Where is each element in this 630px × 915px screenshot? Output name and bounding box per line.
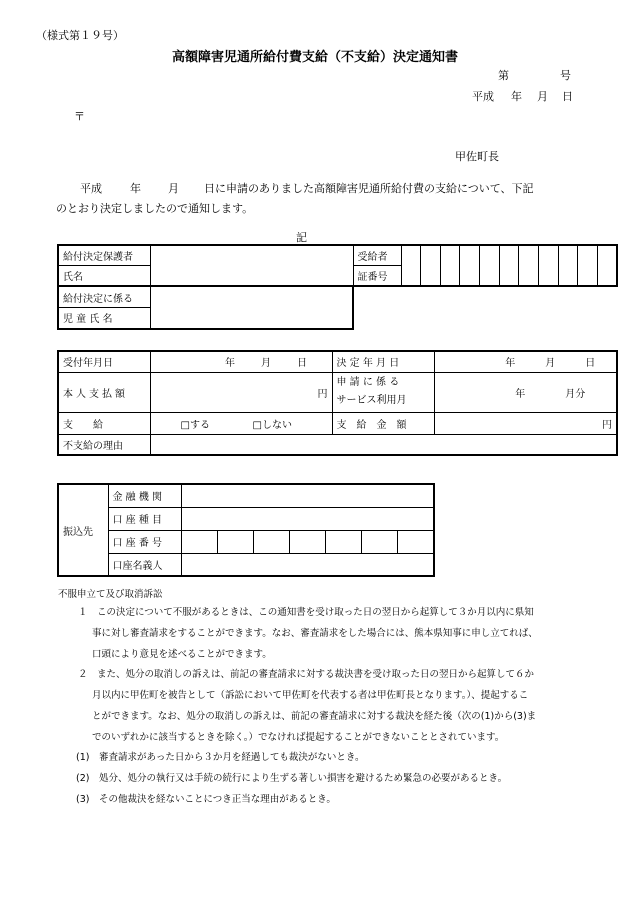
decision-month: 月 — [545, 358, 556, 370]
account-digit[interactable] — [326, 530, 362, 553]
transfer-table — [57, 483, 435, 577]
note-line: 事に対し審査請求をすることができます。なお、審査請求をした場合には、熊本県知事に申し立てれば、 — [92, 628, 538, 639]
account-digit[interactable] — [398, 530, 434, 553]
payment-no-checkbox[interactable]: □しない — [252, 419, 292, 431]
guardian-name-cell[interactable] — [150, 245, 353, 286]
decision-year: 年 — [505, 358, 516, 370]
amount-label: 支 給 金 額 — [332, 412, 434, 434]
service-month-label-1: 申 請 に 係 る — [336, 377, 400, 388]
account-digit[interactable] — [362, 530, 398, 553]
bank-value[interactable] — [181, 484, 434, 507]
form-number: （様式第１９号） — [36, 29, 124, 42]
receipt-date-value[interactable] — [150, 351, 332, 372]
note-line: とができます。なお、処分の取消しの訴えは、前記の審査請求に対する裁決を経た後（次の(1)から(3)ま — [92, 711, 537, 722]
doc-number-dai: 第 — [498, 69, 509, 82]
body-era: 平成 — [80, 182, 102, 195]
postal-mark: 〒 — [74, 110, 85, 123]
recipient-label-2: 証番号 — [353, 265, 401, 286]
recipient-digit[interactable] — [578, 245, 598, 286]
guardian-label-2: 氏名 — [58, 265, 150, 286]
amount-value[interactable] — [434, 412, 617, 434]
child-label-2: 児 童 氏 名 — [58, 308, 150, 329]
recipient-digit[interactable] — [538, 245, 558, 286]
body-line1: 日に申請のありました高額障害児通所給付費の支給について、下記 — [204, 182, 534, 195]
recipient-table — [57, 244, 618, 287]
date-year: 年 — [511, 90, 522, 103]
account-holder-label: 口座名義人 — [108, 553, 181, 576]
note-line: (2) 処分、処分の執行又は手続の続行により生ずる著しい損害を避けるため緊急の必要があるとき。 — [76, 773, 508, 784]
receipt-year: 年 — [225, 358, 235, 370]
date-day: 日 — [562, 90, 573, 103]
account-holder-value[interactable] — [181, 553, 434, 576]
account-digit[interactable] — [217, 530, 253, 553]
issuer: 甲佐町長 — [455, 150, 499, 163]
receipt-month: 月 — [261, 358, 271, 370]
recipient-label-1: 受給者 — [353, 245, 401, 265]
service-year: 年 — [515, 388, 526, 400]
note-line: 口頭により意見を述べることができます。 — [92, 649, 272, 660]
decision-table — [57, 350, 618, 456]
account-type-value[interactable] — [181, 507, 434, 530]
recipient-digit[interactable] — [499, 245, 519, 286]
doc-number-go: 号 — [560, 69, 571, 82]
recipient-digit[interactable] — [440, 245, 460, 286]
child-table — [57, 286, 354, 330]
bank-label: 金 融 機 関 — [108, 484, 181, 507]
account-digit[interactable] — [253, 530, 289, 553]
body-line2: のとおり決定しましたので通知します。 — [56, 202, 254, 215]
notes-heading: 不服申立て及び取消訴訟 — [58, 589, 163, 600]
recipient-digit[interactable] — [421, 245, 441, 286]
child-name-cell[interactable] — [150, 287, 353, 329]
ki-mark: 記 — [296, 231, 307, 244]
note-line: ２ また、処分の取消しの訴えは、前記の審査請求に対する裁決書を受け取った日の翌日から起算して６か — [78, 669, 535, 680]
recipient-digit[interactable] — [480, 245, 500, 286]
date-era: 平成 — [472, 90, 494, 103]
account-type-label: 口 座 種 目 — [108, 507, 181, 530]
service-month-value[interactable] — [434, 372, 617, 412]
payment-label: 支 給 — [58, 412, 150, 434]
receipt-date-label: 受付年月日 — [58, 351, 150, 372]
note-line: でのいずれかに該当するときを除く。）でなければ提起することができないこととされています。 — [92, 732, 505, 743]
account-digit[interactable] — [181, 530, 217, 553]
service-month-label-2: サービス利用月 — [336, 395, 407, 406]
decision-date-label: 決 定 年 月 日 — [332, 351, 434, 372]
decision-day: 日 — [585, 358, 596, 370]
recipient-digit[interactable] — [519, 245, 539, 286]
note-line: 月以内に甲佐町を被告として（訴訟において甲佐町を代表する者は甲佐町長となります。）、提起するこ — [92, 690, 529, 701]
body-month: 月 — [168, 182, 179, 195]
decision-date-value[interactable] — [434, 351, 617, 372]
service-month-label — [332, 372, 434, 412]
recipient-digit[interactable] — [460, 245, 480, 286]
recipient-digit[interactable] — [401, 245, 421, 286]
transfer-label: 振込先 — [58, 484, 108, 576]
date-month: 月 — [537, 90, 548, 103]
note-line: １ この決定について不服があるときは、この通知書を受け取った日の翌日から起算して３か月以内に県知 — [78, 607, 534, 618]
note-line: (3) その他裁決を経ないことにつき正当な理由があるとき。 — [76, 794, 336, 805]
page-title: 高額障害児通所給付費支給（不支給）決定通知書 — [171, 50, 458, 65]
reason-label: 不支給の理由 — [58, 434, 150, 455]
recipient-digit[interactable] — [558, 245, 578, 286]
body-year: 年 — [130, 182, 141, 195]
child-label-1: 給付決定に係る — [58, 287, 150, 308]
note-line: (1) 審査請求があった日から３か月を経過しても裁決がないとき。 — [76, 752, 365, 763]
account-digit[interactable] — [289, 530, 325, 553]
payment-yes-checkbox[interactable]: □する — [180, 419, 210, 431]
amount-yen: 円 — [602, 419, 612, 431]
account-number-label: 口 座 番 号 — [108, 530, 181, 553]
receipt-day: 日 — [297, 358, 307, 370]
reason-value[interactable] — [150, 434, 617, 455]
self-pay-value[interactable] — [150, 372, 332, 412]
service-month: 月分 — [565, 388, 586, 400]
payment-options — [150, 412, 332, 434]
self-pay-yen: 円 — [317, 388, 328, 400]
self-pay-label: 本人支払額 — [58, 372, 150, 412]
guardian-label-1: 給付決定保護者 — [58, 245, 150, 265]
